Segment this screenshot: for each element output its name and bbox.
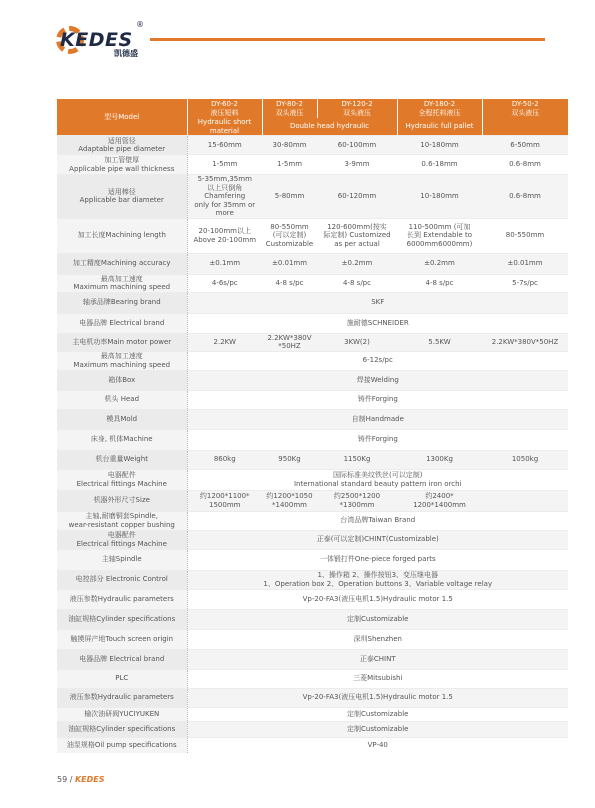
spanned-value-cell: 国际标准美纹铁丝(可以定制) International standard beauty pattern iron orchi bbox=[187, 469, 568, 490]
value-cell: 4-6s/pc bbox=[187, 274, 262, 292]
row-label: 触摸屏产地Touch screen origin bbox=[57, 629, 187, 649]
spec-table bbox=[57, 99, 568, 753]
spanned-value-cell: Vp-20-FA3(液压电机1.5)Hydraulic motor 1.5 bbox=[187, 688, 568, 707]
value-cell: 4-8 s/pc bbox=[317, 274, 397, 292]
table-row bbox=[57, 175, 568, 219]
spanned-value-cell: 铸件Forging bbox=[187, 429, 568, 450]
value-cell: 0.6-18mm bbox=[397, 155, 482, 175]
row-label: 最高加工速度 Maximum machining speed bbox=[57, 351, 187, 370]
value-cell: 20-100mm以上 Above 20-100mm bbox=[187, 218, 262, 253]
spanned-value-cell: 定制Customizable bbox=[187, 707, 568, 721]
value-cell: ±0.01mm bbox=[482, 253, 568, 274]
subheader-cell: Double head hydraulic bbox=[262, 118, 397, 136]
model-header-cell bbox=[482, 99, 568, 118]
value-cell: ±0.2mm bbox=[317, 253, 397, 274]
value-cell: 30-80mm bbox=[262, 136, 317, 155]
model-header-label: 型号Model bbox=[57, 99, 187, 136]
row-label: 加工长度Machining length bbox=[57, 218, 187, 253]
value-cell: 4-8 s/pc bbox=[262, 274, 317, 292]
value-cell: 60-120mm bbox=[317, 175, 397, 219]
spanned-value-cell: VP-40 bbox=[187, 737, 568, 753]
value-cell: 约2400* 1200*1400mm bbox=[397, 490, 482, 511]
spec-table-body bbox=[57, 99, 568, 753]
table-row bbox=[57, 292, 568, 313]
table-row bbox=[57, 629, 568, 649]
value-cell: 5.5KW bbox=[397, 333, 482, 351]
model-name: DY-180-2 bbox=[423, 100, 456, 108]
row-label: 油缸规格Cylinder specifications bbox=[57, 609, 187, 629]
model-type: 液压短料 bbox=[210, 108, 239, 117]
value-cell: 15-60mm bbox=[187, 136, 262, 155]
spanned-value-cell: 定制Customizable bbox=[187, 609, 568, 629]
table-row bbox=[57, 218, 568, 253]
row-label: 模具Mold bbox=[57, 409, 187, 429]
spanned-value-cell: 深圳Shenzhen bbox=[187, 629, 568, 649]
model-name: DY-80-2 bbox=[276, 100, 303, 108]
value-cell: 3-9mm bbox=[317, 155, 397, 175]
spanned-value-cell: 三菱Mitsubishi bbox=[187, 669, 568, 688]
value-cell: 950Kg bbox=[262, 450, 317, 469]
table-row bbox=[57, 570, 568, 589]
table-header-row bbox=[57, 99, 568, 118]
value-cell: 约1200*1100* 1500mm bbox=[187, 490, 262, 511]
table-row bbox=[57, 511, 568, 530]
footer-brand: KEDES bbox=[74, 775, 105, 784]
spanned-value-cell: SKF bbox=[187, 292, 568, 313]
row-label: 电控部分 Electronic Control bbox=[57, 570, 187, 589]
spanned-value-cell: 6-12s/pc bbox=[187, 351, 568, 370]
table-row bbox=[57, 274, 568, 292]
model-header-cell bbox=[397, 99, 482, 118]
value-cell: 5-7s/pc bbox=[482, 274, 568, 292]
footer-separator: / bbox=[69, 775, 73, 784]
row-label: 最高加工速度 Maximum machining speed bbox=[57, 274, 187, 292]
value-cell: 5-35mm,35mm 以上只倒角Chamfering only for 35mm or more bbox=[187, 175, 262, 219]
value-cell: 约2500*1200 *1300mm bbox=[317, 490, 397, 511]
spanned-value-cell: 定制Customizable bbox=[187, 721, 568, 737]
header-rule bbox=[150, 38, 545, 41]
value-cell: 60-100mm bbox=[317, 136, 397, 155]
row-label: 主电机功率Main motor power bbox=[57, 333, 187, 351]
model-name: DY-50-2 bbox=[511, 100, 539, 108]
table-row bbox=[57, 409, 568, 429]
spanned-value-cell: Vp-20-FA3(液压电机1.5)Hydraulic motor 1.5 bbox=[187, 589, 568, 609]
subheader-cell: Hydraulic full pallet bbox=[397, 118, 482, 136]
value-cell: ±0.1mm bbox=[187, 253, 262, 274]
row-label: PLC bbox=[57, 669, 187, 688]
spanned-value-cell: 施耐德SCHNEIDER bbox=[187, 313, 568, 333]
row-label: 液压参数Hydraulic parameters bbox=[57, 688, 187, 707]
row-label: 电器配件 Electrical fittings Machine bbox=[57, 530, 187, 549]
value-cell: 2.2KW*380V *50HZ bbox=[262, 333, 317, 351]
registered-mark: ® bbox=[136, 20, 144, 29]
row-label: 加工管壁厚 Applicable pipe wall thickness bbox=[57, 155, 187, 175]
model-name: DY-120-2 bbox=[341, 100, 373, 108]
row-label: 箱体Box bbox=[57, 370, 187, 390]
table-row bbox=[57, 530, 568, 549]
value-cell: 80-550mm (可以定制) Customizable bbox=[262, 218, 317, 253]
table-row bbox=[57, 253, 568, 274]
subheader-cell bbox=[482, 118, 568, 136]
spanned-value-cell: 铸件Forging bbox=[187, 390, 568, 409]
spanned-value-cell: 自制Handmade bbox=[187, 409, 568, 429]
table-row bbox=[57, 589, 568, 609]
value-cell: 1-5mm bbox=[262, 155, 317, 175]
value-cell: 6-50mm bbox=[482, 136, 568, 155]
spanned-value-cell: 1、操作箱 2、操作按钮3、变压继电器 1、Operation box 2、Operation buttons 3、Variable voltage relay bbox=[187, 570, 568, 589]
logo-text: KEDES bbox=[60, 29, 133, 51]
model-type: 双头液压 bbox=[275, 108, 304, 117]
row-label: 电器品牌 Electrical brand bbox=[57, 313, 187, 333]
table-row bbox=[57, 737, 568, 753]
row-label: 主轴,耐磨铜套Spindle, wear-resistant copper bushing bbox=[57, 511, 187, 530]
table-row bbox=[57, 333, 568, 351]
row-label: 机台重量Weight bbox=[57, 450, 187, 469]
spanned-value-cell: 正泰CHINT bbox=[187, 649, 568, 669]
value-cell: 80-550mm bbox=[482, 218, 568, 253]
value-cell: 1300Kg bbox=[397, 450, 482, 469]
value-cell: 1050kg bbox=[482, 450, 568, 469]
value-cell: 1150Kg bbox=[317, 450, 397, 469]
model-header-cell bbox=[262, 99, 317, 118]
table-row bbox=[57, 390, 568, 409]
table-row bbox=[57, 707, 568, 721]
table-row bbox=[57, 351, 568, 370]
table-row bbox=[57, 313, 568, 333]
spanned-value-cell: 一体锻打件One-piece forged parts bbox=[187, 549, 568, 570]
value-cell: 120-600mm(按实 际定制) Customized as per actual bbox=[317, 218, 397, 253]
spanned-value-cell: 台湾品牌Taiwan Brand bbox=[187, 511, 568, 530]
row-label: 榆次油研阀YUCIYUKEN bbox=[57, 707, 187, 721]
value-cell: 10-180mm bbox=[397, 175, 482, 219]
model-type: 双头液压 bbox=[343, 108, 371, 117]
table-row bbox=[57, 450, 568, 469]
row-label: 液压参数Hydraulic parameters bbox=[57, 589, 187, 609]
value-cell: 2.2KW bbox=[187, 333, 262, 351]
value-cell: 0.6-8mm bbox=[482, 175, 568, 219]
value-cell: 2.2KW*380V*50HZ bbox=[482, 333, 568, 351]
row-label: 适用棒径 Applicable bar diameter bbox=[57, 175, 187, 219]
table-row bbox=[57, 549, 568, 570]
row-label: 加工精度Machining accuracy bbox=[57, 253, 187, 274]
page-number: 59 bbox=[57, 775, 68, 784]
table-row bbox=[57, 370, 568, 390]
value-cell bbox=[482, 490, 568, 511]
value-cell: 0.6-8mm bbox=[482, 155, 568, 175]
value-cell: ±0.2mm bbox=[397, 253, 482, 274]
value-cell: ±0.01mm bbox=[262, 253, 317, 274]
table-row bbox=[57, 429, 568, 450]
table-row bbox=[57, 669, 568, 688]
kedes-logo bbox=[56, 20, 161, 60]
model-type: 双头液压 bbox=[511, 108, 540, 117]
value-cell: 3KW(2) bbox=[317, 333, 397, 351]
page-footer bbox=[57, 775, 105, 784]
model-type: 全程托料液压 bbox=[418, 108, 461, 117]
spanned-value-cell: 焊接Welding bbox=[187, 370, 568, 390]
model-header-cell bbox=[317, 99, 397, 118]
table-row bbox=[57, 688, 568, 707]
model-name: DY-60-2 bbox=[211, 100, 238, 108]
value-cell: 1-5mm bbox=[187, 155, 262, 175]
row-label: 适用管径 Adaptable pipe diameter bbox=[57, 136, 187, 155]
table-row bbox=[57, 490, 568, 511]
row-label: 油泵规格Oil pump specifications bbox=[57, 737, 187, 753]
value-cell: 10-180mm bbox=[397, 136, 482, 155]
row-label: 油缸规格Cylinder specifications bbox=[57, 721, 187, 737]
row-label: 机头 Head bbox=[57, 390, 187, 409]
value-cell: 约1200*1050 *1400mm bbox=[262, 490, 317, 511]
row-label: 床身, 机体Machine bbox=[57, 429, 187, 450]
table-row bbox=[57, 136, 568, 155]
spanned-value-cell: 正泰(可以定制)CHINT(Customizable) bbox=[187, 530, 568, 549]
table-row bbox=[57, 155, 568, 175]
value-cell: 860kg bbox=[187, 450, 262, 469]
row-label: 电器配件 Electrical fittings Machine bbox=[57, 469, 187, 490]
logo-chinese-text: 凯德盛 bbox=[114, 49, 138, 58]
row-label: 机器外形尺寸Size bbox=[57, 490, 187, 511]
value-cell: 5-80mm bbox=[262, 175, 317, 219]
row-label: 电器品牌 Electrical brand bbox=[57, 649, 187, 669]
row-label: 主轴Spindle bbox=[57, 549, 187, 570]
table-row bbox=[57, 721, 568, 737]
table-row bbox=[57, 609, 568, 629]
spec-table-wrapper bbox=[57, 99, 568, 753]
table-row bbox=[57, 649, 568, 669]
table-row bbox=[57, 469, 568, 490]
value-cell: 4-8 s/pc bbox=[397, 274, 482, 292]
value-cell: 110-500mm (可加 长到 Extendable to 6000mm6000mm) bbox=[397, 218, 482, 253]
page-header bbox=[0, 0, 595, 80]
model-header-cell bbox=[187, 99, 262, 118]
subheader-cell: Hydraulic short material bbox=[187, 118, 262, 136]
row-label: 轴承品牌Bearing brand bbox=[57, 292, 187, 313]
